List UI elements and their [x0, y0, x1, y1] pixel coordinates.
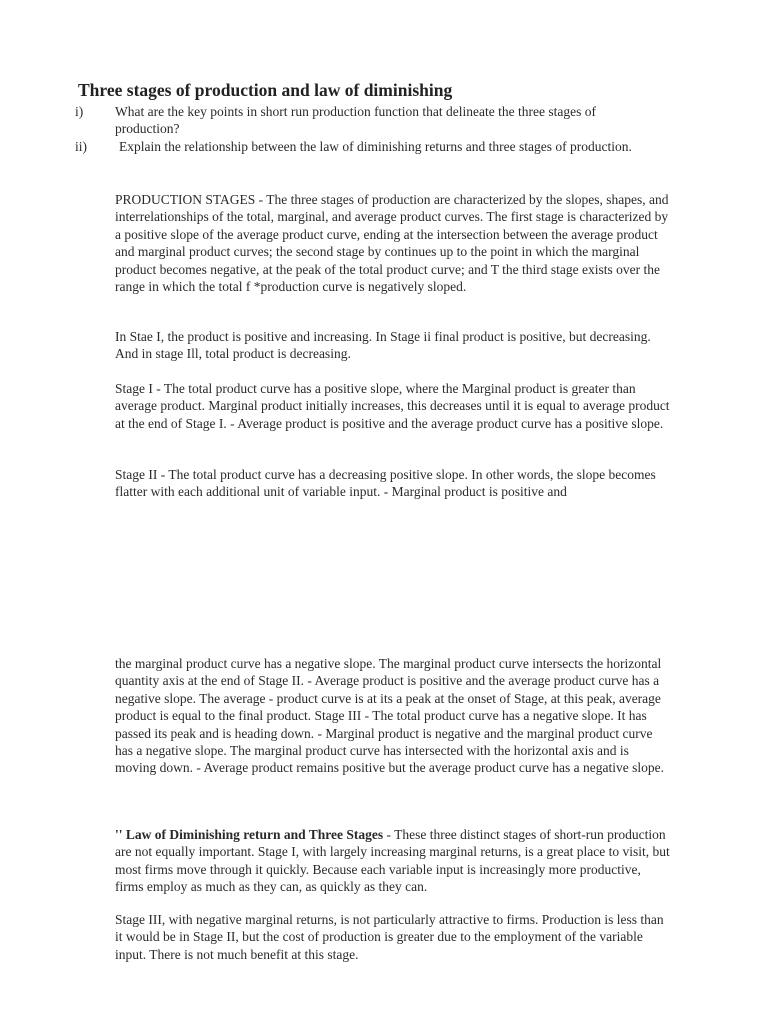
paragraph-stage-summary: In Stae I, the product is positive and increasing. In Stage ii final product is positive, but decreasing. And in stage Ill, total product is decreasing. [115, 329, 651, 362]
paragraph-stage-three: Stage III, with negative marginal returns, is not particularly attractive to firms. Production is less than it would be in Stage II, but the cost of production is greater due to the employment of the variable input. There is not much benefit at this stage. [115, 912, 664, 962]
document-title: Three stages of production and law of diminishing [78, 80, 453, 100]
paragraph-stage-two-three-continued: the marginal product curve has a negative slope. The marginal product curve intersects the horizontal quantity axis at the end of Stage II. - Average product is positive and the average product curve has a negative slope. The average - product curve is at its a peak at the onset of Stage, at this peak, average product is equal to the final product. Stage III - The total product curve has a negative slope. It has passed its peak and is heading down. - Marginal product is negative and the marginal product curve has a negative slope. The marginal product curve has intersected with the horizontal axis and is moving down. - Average product remains positive but the average product curve has a negative slope. [115, 656, 664, 776]
paragraph-stage-one: Stage I - The total product curve has a positive slope, where the Marginal product is greater than average product. Marginal product initially increases, this decreases until it is equal to average product at the end of Stage I. - Average product is positive and the average product curve has a positive slope. [115, 381, 670, 431]
paragraph-production-stages: PRODUCTION STAGES - The three stages of production are characterized by the slopes, shapes, and interrelationships of the total, marginal, and average product curves. The first stage is characterized by a positive slope of the average product curve, ending at the intersection between the average product and marginal product curves; the second stage by continues up to the point in which the marginal product becomes negative, at the peak of the total product curve; and T the third stage exists over the range in which the total f *production curve is negatively sloped. [115, 192, 669, 295]
paragraph-law-of-diminishing [115, 826, 670, 896]
paragraph-lead: '' Law of Diminishing return and Three Stages [115, 827, 384, 842]
question-text: Explain the relationship between the law of diminishing returns and three stages of production. [119, 139, 632, 154]
paragraph-stage-two: Stage II - The total product curve has a decreasing positive slope. In other words, the slope becomes flatter with each additional unit of variable input. - Marginal product is positive and [115, 467, 656, 500]
question-text: What are the key points in short run production function that delineate the three stages of production? [115, 104, 596, 136]
question-number: i) [75, 104, 84, 119]
paragraph-body: - These three distinct stages of short-run production are not equally important. Stage I, with largely increasing marginal returns, is a great place to visit, but most firms move through it quickly. Because each variable input is increasingly more productive, firms employ as much as they can, as quickly as they can. [115, 827, 670, 895]
question-number: ii) [75, 139, 87, 154]
